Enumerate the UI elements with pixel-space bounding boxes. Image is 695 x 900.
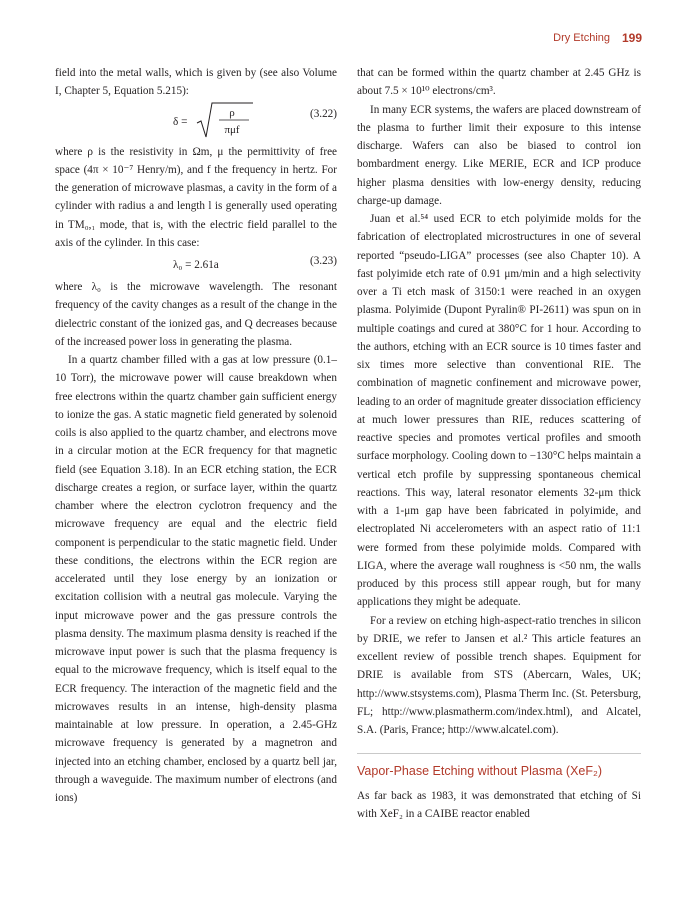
equation-lhs: δ =	[173, 115, 188, 128]
running-head: Dry Etching	[553, 32, 610, 44]
paragraph: For a review on etching high-aspect-ratio trenches in silicon by DRIE, we refer to Jansen et al.² This article features an excellent review of possible trench shapes. Equipment for DRIE is available from STS (Abercarn, Wales, UK; http://www.stsystems.com), Plasma Therm Inc. (St. Petersburg, FL; http://www.plasmatherm.com/index.html), and Alcatel, S.A. (Paris, France; http://www.alcatel.com).	[357, 614, 641, 736]
equation-text: λ₀ = 2.61a	[173, 259, 219, 271]
paragraph: As far back as 1983, it was demonstrated that etching of Si with XeF₂ in a CAIBE reactor enabled	[357, 789, 641, 820]
page-number: 199	[621, 31, 642, 45]
equation-number: (3.22)	[309, 107, 337, 120]
paragraph: In a quartz chamber filled with a gas at low pressure (0.1–10 Torr), the microwave power will cause breakdown when free electrons within the quartz chamber gain sufficient energy to ionize the gas. A static magnetic field generated by solenoid coils is also applied to the quartz chamber, and electrons move in a circular motion at the ECR frequency for that magnetic field (see Equation 3.18). In an ECR etching station, the ECR discharge creates a region, or surface layer, within the quartz chamber where the electron cyclotron frequency and the microwave frequency are equal and the electric field component is perpendicular to the static magnetic field. Under these conditions, the electrons within the ECR region are accelerated until they lose energy by an ionization or excitation collision with a neutral gas molecule. Varying the input microwave power and the gas pressure controls the plasma density. The maximum plasma density is reached if the microwave input power is such that the plasma frequency is equal to the microwave frequency, which is itself equal to the ECR frequency. The interaction of the magnetic field and the microwaves results in an intense, high-density plasma maintainable at low pressure. In operation, a 2.45-GHz microwave frequency is generated by a magnetron and injected into an etching chamber, enclosed by a quartz bell jar, through a waveguide. The maximum number of electrons (and ions)	[55, 354, 337, 804]
page-header	[0, 30, 695, 50]
paragraph: In many ECR systems, the wafers are placed downstream of the plasma to further limit their exposure to this intense discharge. Wafers can also be biased to control ion bombardment energy. Like MERIE, ECR and ICP produce higher plasma densities with low-energy density, reducing charge-up damage.	[357, 103, 641, 207]
square-root-sign	[195, 101, 255, 141]
section-heading: Vapor-Phase Etching without Plasma (XeF₂)	[357, 753, 641, 780]
paragraph: where λ₀ is the microwave wavelength. The resonant frequency of the cavity changes as a result of the change in the dielectric constant of the ionized gas, and Q decreases because of the increased power loss in generating the plasma.	[55, 281, 337, 348]
equation-3-22	[55, 101, 337, 143]
equation-denominator: πμf	[224, 123, 240, 136]
equation-3-23	[55, 252, 337, 278]
left-column	[55, 64, 337, 807]
equation-numerator: ρ	[229, 106, 235, 119]
paragraph: where ρ is the resistivity in Ωm, μ the permittivity of free space (4π × 10⁻⁷ Henry/m), and f the frequency in hertz. For the generation of microwave plasmas, a cavity in the form of a cylinder with radius a and length l is generally used operating in TM₀,₁ mode, that is, with the electric field parallel to the axis of the cylinder. In this case:	[55, 145, 337, 249]
paragraph: field into the metal walls, which is given by (see also Volume I, Chapter 5, Equation 5.215):	[55, 67, 337, 98]
right-column	[357, 64, 641, 823]
paragraph: Juan et al.⁵⁴ used ECR to etch polyimide molds for the fabrication of electroplated microstructures in one of several reported “pseudo-LIGA” processes (see also Chapter 10). A fast polyimide etch rate of 0.91 μm/min and a high selectivity over a Ti etch mask of 3150:1 were reached in an oxygen plasma. Polyimide (Dupont Pyralin® PI-2611) was spun on in multiple coatings and cured at 380°C for 1 hour. According to the authors, etching with an ECR source is 10 times faster and six times more selective than conventional RIE. The combination of magnetic confinement and microwave power, leading to an order of magnitude greater dissociation efficiency at much lower pressures than RIE, reduces scattering of reactive species and promotes vertical profiles and smooth surface morphology. Cooling down to −130°C helps maintain a vertical etch profile by suppressing spontaneous chemical reactions. This way, lateral resonator elements 32-μm thick with a 1-μm gap have been fabricated in polyimide, and electroplated Ni accelerometers with an aspect ratio of 11:1 were formed from these polyimide molds. Compared with LIGA, where the average wall roughness is <50 nm, the walls produced by this process still appear rough, but for many applications they might be adequate.	[357, 213, 641, 609]
paragraph: that can be formed within the quartz chamber at 2.45 GHz is about 7.5 × 10¹⁰ electrons/cm³.	[357, 67, 641, 98]
equation-number: (3.23)	[309, 255, 337, 267]
